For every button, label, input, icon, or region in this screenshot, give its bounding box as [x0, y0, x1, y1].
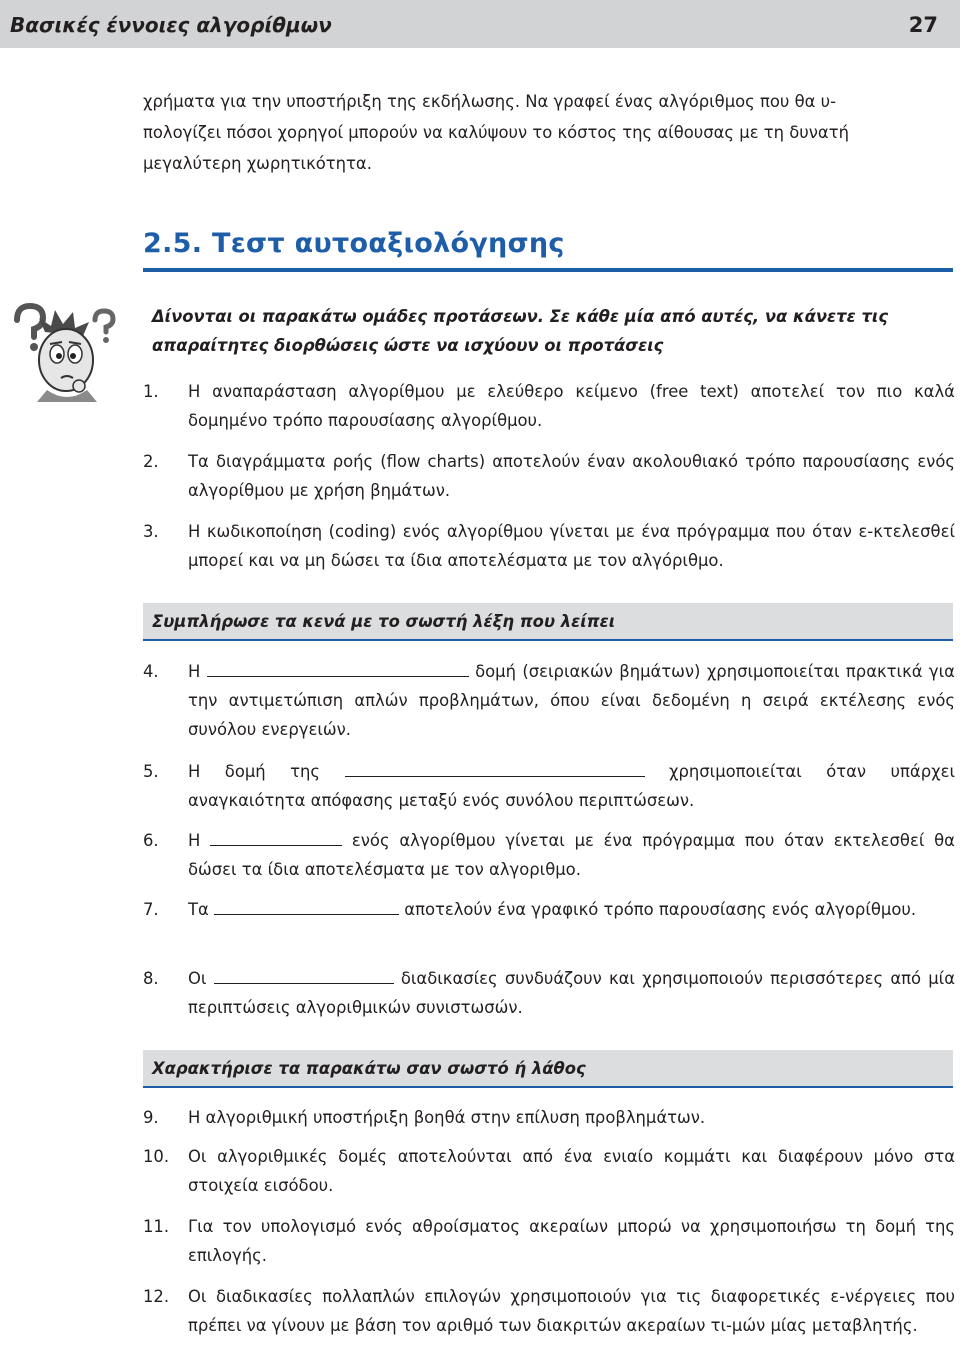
item-text: Οι αλγοριθμικές δομές αποτελούνται από ένα ενιαίο κομμάτι και διαφέρουν μόνο στα στοιχεία εισόδου.: [188, 1147, 955, 1195]
page-number: 27: [908, 13, 938, 37]
intro-line-1: χρήματα για την υποστήριξη της εκδήλωσης. Να γραφεί ένας αλγόριθμος που θα υ-: [143, 92, 837, 111]
item-number: 5.: [143, 762, 159, 781]
page-header: [0, 0, 960, 48]
running-title: Βασικές έννοιες αλγορίθμων: [10, 13, 332, 37]
fill-blanks-heading: Συμπλήρωσε τα κενά με το σωστή λέξη που λείπει: [152, 612, 616, 631]
section-title: 2.5. Τεστ αυτοαξιολόγησης: [143, 228, 565, 259]
item-number: 11.: [143, 1217, 170, 1236]
thinking-boy-icon: [3, 290, 128, 402]
intro-line-2: πολογίζει πόσοι χορηγοί μπορούν να καλύψουν το κόστος της αίθουσας με τη δυνατή: [143, 123, 849, 142]
item-text: Για τον υπολογισμό ενός αθροίσματος ακεραίων μπορώ να χρησιμοποιήσω τη δομή της επιλογής.: [188, 1217, 955, 1265]
fill-item-7: [143, 895, 955, 924]
fill-item-5: [143, 757, 955, 815]
item-number: 1.: [143, 382, 159, 401]
statement-1: [143, 377, 955, 435]
item-number: 3.: [143, 522, 159, 541]
blank-field[interactable]: [210, 828, 342, 846]
item-number: 2.: [143, 452, 159, 471]
tf-item-11: [143, 1212, 955, 1270]
instruction-text: Δίνονται οι παρακάτω ομάδες προτάσεων. Σε κάθε μία από αυτές, να κάνετε τις απαραίτητες διορθώσεις ώστε να ισχύουν οι προτάσεις: [152, 307, 889, 355]
statement-2: [143, 447, 955, 505]
item-text: Οι διαδικασίες πολλαπλών επιλογών χρησιμοποιούν για τις διαφορετικές ε-νέργειες που πρέπει να γίνουν με βάση τον αριθμό των διακριτών ακεραίων τι-μών μίας μεταβλητής.: [188, 1287, 955, 1335]
statement-3: [143, 517, 955, 575]
true-false-heading: Χαρακτήρισε τα παρακάτω σαν σωστό ή λάθος: [152, 1059, 586, 1078]
tf-item-10: [143, 1142, 955, 1200]
blank-field[interactable]: [345, 759, 645, 777]
intro-line-3: μεγαλύτερη χωρητικότητα.: [143, 154, 372, 173]
tf-item-9: [143, 1103, 955, 1132]
item-number: 12.: [143, 1287, 170, 1306]
item-number: 7.: [143, 900, 159, 919]
item-text-before: Η δομή της: [188, 762, 321, 781]
item-number: 6.: [143, 831, 159, 850]
item-number: 10.: [143, 1147, 170, 1166]
item-text: Η αναπαράσταση αλγορίθμου με ελεύθερο κείμενο (free text) αποτελεί τον πιο καλά δομημένο τρόπο παρουσίασης αλγορίθμου.: [188, 382, 955, 430]
fill-item-6: [143, 826, 955, 884]
item-text-before: Η: [188, 662, 201, 681]
item-text-before: Τα: [188, 900, 209, 919]
item-text-after: χρησιμοποιείται όταν υπάρχει αναγκαιότητα απόφασης μεταξύ ενός συνόλου περιπτώσεων.: [188, 762, 955, 810]
item-text: Η αλγοριθμική υποστήριξη βοηθά στην επίλυση προβλημάτων.: [188, 1108, 706, 1127]
fill-item-8: [143, 964, 955, 1022]
item-text: Τα διαγράμματα ροής (flow charts) αποτελούν έναν ακολουθιακό τρόπο παρουσίασης ενός αλγορίθμου με χρήση βημάτων.: [188, 452, 955, 500]
item-text: Η κωδικοποίηση (coding) ενός αλγορίθμου γίνεται με ένα πρόγραμμα που όταν ε-κτελεσθεί μπορεί και να μη δώσει τα ίδια αποτελέσματα με τον αλγόριθμο.: [188, 522, 955, 570]
section-rule: [143, 268, 953, 272]
blank-field[interactable]: [214, 966, 394, 984]
item-number: 8.: [143, 969, 159, 988]
item-number: 4.: [143, 662, 159, 681]
item-text-after: αποτελούν ένα γραφικό τρόπο παρουσίασης ενός αλγορίθμου.: [404, 900, 917, 919]
fill-item-4: [143, 657, 955, 744]
fill-blanks-heading-bar: [143, 603, 953, 641]
tf-item-12: [143, 1282, 955, 1340]
item-text-before: Οι: [188, 969, 207, 988]
item-text-after: δομή (σειριακών βημάτων) χρησιμοποιείται πρακτικά για την αντιμετώπιση απλών προβλημάτων, όπου είναι δεδομένη η σειρά εκτέλεσης ενός συνόλου ενεργειών.: [188, 662, 955, 739]
item-text-before: Η: [188, 831, 201, 850]
blank-field[interactable]: [214, 897, 399, 915]
blank-field[interactable]: [207, 659, 469, 677]
item-text-after: διαδικασίες συνδυάζουν και χρησιμοποιούν περισσότερες από μία περιπτώσεις αλγοριθμικών συνιστωσών.: [188, 969, 955, 1017]
true-false-heading-bar: [143, 1050, 953, 1088]
item-number: 9.: [143, 1108, 159, 1127]
item-text-after: ενός αλγορίθμου γίνεται με ένα πρόγραμμα που όταν εκτελεσθεί θα δώσει τα ίδια αποτελέσματα με τον αλγοριθμο.: [188, 831, 955, 879]
